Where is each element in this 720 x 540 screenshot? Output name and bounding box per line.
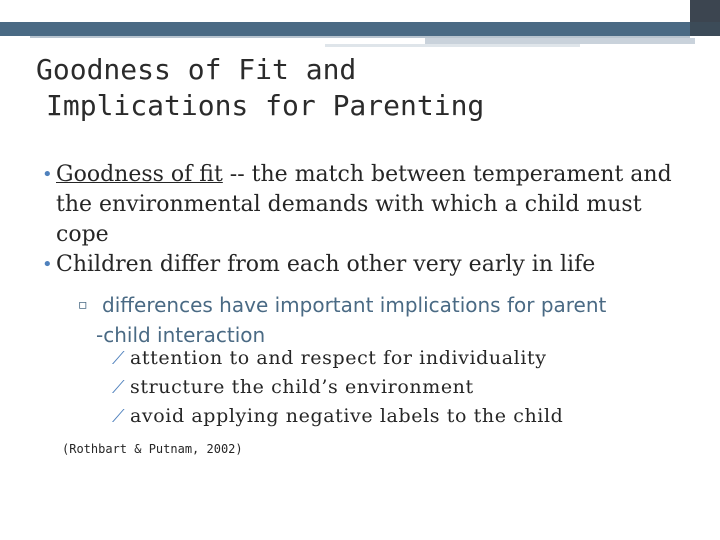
bullet-children-differ <box>42 250 696 280</box>
header-band-blue-right <box>690 22 720 36</box>
slide-title-line-1: Goodness of Fit and <box>36 53 357 86</box>
header-band-top-right <box>690 0 720 22</box>
definition-text: -- the match between temperament and the environmental demands with which a child must cope <box>56 162 672 247</box>
check-swoosh-bullet-icon: ⟋ <box>112 348 126 369</box>
slide-title <box>36 52 676 124</box>
bullet-children-differ-text: Children differ from each other very early in life <box>56 252 596 277</box>
header-band-light-3 <box>325 44 580 47</box>
sub-bullet-differences-line-2: -child interaction <box>96 323 266 347</box>
sub-bullet-differences-line-1: differences have important implications for parent <box>102 293 607 317</box>
sub-sub-bullet-text: avoid applying negative labels to the child <box>130 405 564 427</box>
hollow-square-bullet-icon: ▫ <box>78 297 88 313</box>
check-swoosh-bullet-icon: ⟋ <box>112 377 126 398</box>
sub-sub-bullet-structure <box>112 373 710 402</box>
check-swoosh-bullet-icon: ⟋ <box>112 406 126 427</box>
sub-sub-bullet-avoid-labels <box>112 402 710 431</box>
sub-bullet-differences <box>78 290 692 350</box>
dot-bullet-icon: • <box>42 254 53 275</box>
sub-sub-bullet-text: attention to and respect for individuality <box>130 347 547 369</box>
bullet-goodness-of-fit <box>42 160 696 250</box>
header-band-blue <box>0 22 690 36</box>
header-band-top-main <box>0 0 690 22</box>
slide-title-line-2: Implications for Parenting <box>46 89 485 122</box>
header-band-top <box>0 0 720 22</box>
citation: (Rothbart & Putnam, 2002) <box>62 442 243 456</box>
dot-bullet-icon: • <box>42 164 53 185</box>
sub-sub-bullet-attention <box>112 344 710 373</box>
term-goodness-of-fit: Goodness of fit <box>56 162 223 187</box>
sub-sub-bullet-text: structure the child’s environment <box>130 376 474 398</box>
